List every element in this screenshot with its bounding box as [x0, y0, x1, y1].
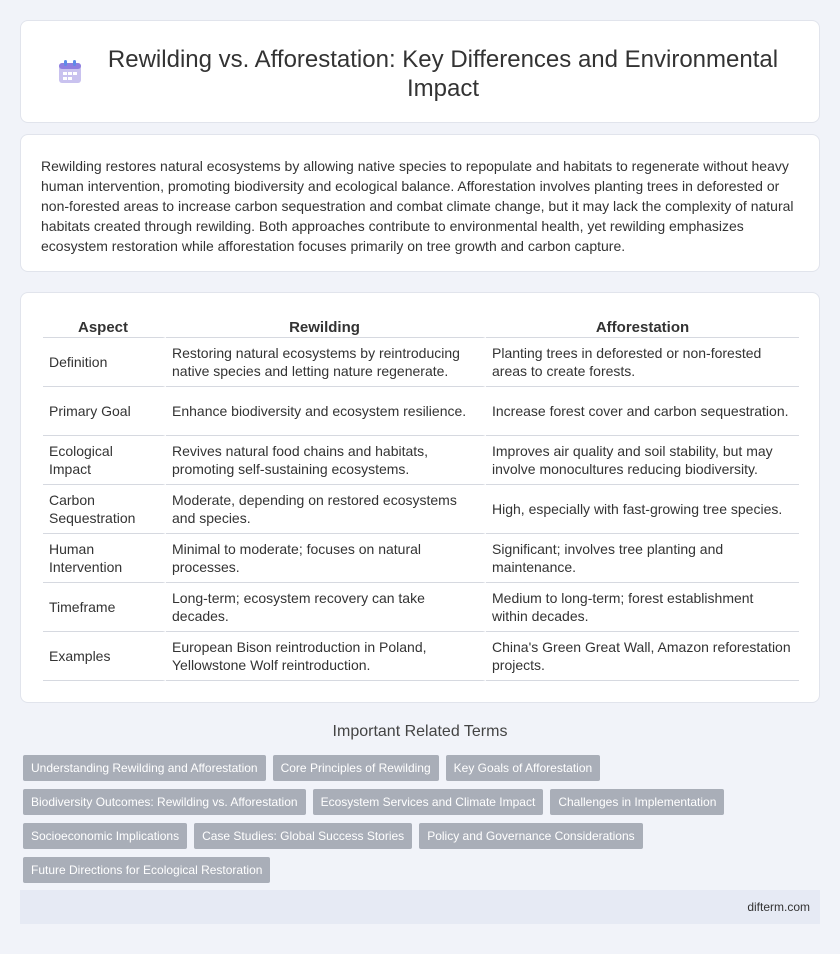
header-aspect: Aspect	[43, 315, 166, 338]
related-term-tag[interactable]: Future Directions for Ecological Restoration	[23, 857, 270, 883]
intro-paragraph: Rewilding restores natural ecosystems by allowing native species to repopulate and habitats to regenerate without heavy human intervention, promoting biodiversity and ecological balance. Afforestation involves planting trees in deforested or non-forested areas to increase carbon sequestration and combat climate change, but it may lack the complexity of natural habitats created through rewilding. Both approaches contribute to environmental health, yet rewilding emphasizes ecosystem restoration while afforestation focuses primarily on tree growth and carbon capture.	[41, 158, 794, 254]
rewilding-cell: Moderate, depending on restored ecosystems and species.	[166, 485, 486, 534]
related-term-tag[interactable]: Key Goals of Afforestation	[446, 755, 601, 781]
comparison-table	[43, 315, 799, 681]
aspect-cell: Carbon Sequestration	[43, 485, 166, 534]
intro-card	[20, 134, 820, 272]
page-title: Rewilding vs. Afforestation: Key Differences and Environmental Impact	[107, 46, 779, 102]
related-term-tag[interactable]: Socioeconomic Implications	[23, 823, 187, 849]
afforestation-cell: Medium to long-term; forest establishment within decades.	[486, 583, 799, 632]
aspect-cell: Examples	[43, 632, 166, 681]
table-row	[43, 436, 799, 485]
afforestation-cell: Significant; involves tree planting and maintenance.	[486, 534, 799, 583]
afforestation-cell: Improves air quality and soil stability, but may involve monocultures reducing biodiversity.	[486, 436, 799, 485]
table-row	[43, 534, 799, 583]
afforestation-cell: China's Green Great Wall, Amazon reforestation projects.	[486, 632, 799, 681]
afforestation-cell: High, especially with fast-growing tree species.	[486, 485, 799, 534]
aspect-cell: Timeframe	[43, 583, 166, 632]
footer-site-link[interactable]: difterm.com	[747, 900, 810, 914]
related-term-tag[interactable]: Case Studies: Global Success Stories	[194, 823, 412, 849]
related-term-tag[interactable]: Understanding Rewilding and Afforestation	[23, 755, 266, 781]
table-header-row	[43, 315, 799, 338]
aspect-cell: Human Intervention	[43, 534, 166, 583]
related-terms-list	[23, 755, 803, 883]
comparison-card	[20, 292, 820, 703]
rewilding-cell: Restoring natural ecosystems by reintroducing native species and letting nature regenerate.	[166, 338, 486, 387]
rewilding-cell: Minimal to moderate; focuses on natural processes.	[166, 534, 486, 583]
table-row	[43, 583, 799, 632]
table-row	[43, 632, 799, 681]
header-card	[20, 20, 820, 123]
rewilding-cell: Revives natural food chains and habitats, promoting self-sustaining ecosystems.	[166, 436, 486, 485]
calendar-icon	[57, 59, 83, 85]
related-terms-title: Important Related Terms	[332, 723, 508, 740]
header-afforestation: Afforestation	[486, 315, 799, 338]
related-term-tag[interactable]: Core Principles of Rewilding	[273, 755, 439, 781]
rewilding-cell: European Bison reintroduction in Poland, Yellowstone Wolf reintroduction.	[166, 632, 486, 681]
aspect-cell: Ecological Impact	[43, 436, 166, 485]
afforestation-cell: Planting trees in deforested or non-forested areas to create forests.	[486, 338, 799, 387]
table-row	[43, 485, 799, 534]
rewilding-cell: Enhance biodiversity and ecosystem resilience.	[166, 387, 486, 436]
related-term-tag[interactable]: Ecosystem Services and Climate Impact	[313, 789, 544, 815]
footer	[20, 890, 820, 924]
rewilding-cell: Long-term; ecosystem recovery can take decades.	[166, 583, 486, 632]
related-term-tag[interactable]: Biodiversity Outcomes: Rewilding vs. Afforestation	[23, 789, 306, 815]
table-row	[43, 387, 799, 436]
related-term-tag[interactable]: Challenges in Implementation	[550, 789, 724, 815]
header-rewilding: Rewilding	[166, 315, 486, 338]
table-row	[43, 338, 799, 387]
aspect-cell: Definition	[43, 338, 166, 387]
aspect-cell: Primary Goal	[43, 387, 166, 436]
afforestation-cell: Increase forest cover and carbon sequestration.	[486, 387, 799, 436]
related-term-tag[interactable]: Policy and Governance Considerations	[419, 823, 642, 849]
